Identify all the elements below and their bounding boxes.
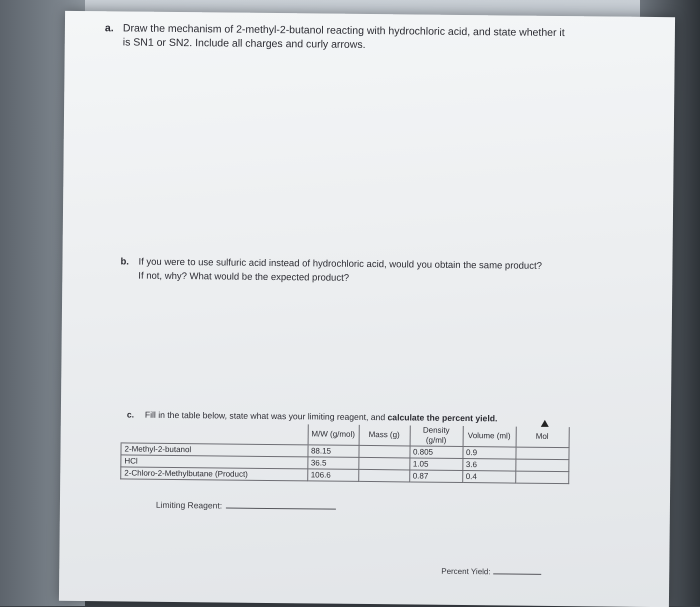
cell-mass[interactable] bbox=[358, 445, 409, 458]
percent-yield-blank[interactable] bbox=[494, 573, 542, 575]
cell-density: 1.05 bbox=[409, 458, 462, 471]
cell-volume: 0.9 bbox=[462, 447, 515, 460]
question-a-marker: a. bbox=[104, 22, 114, 35]
limiting-reagent-field[interactable] bbox=[156, 500, 336, 512]
cell-volume: 3.6 bbox=[462, 459, 515, 472]
limiting-reagent-blank[interactable] bbox=[226, 508, 336, 510]
percent-yield-label: Percent Yield: bbox=[441, 566, 491, 577]
cell-density: 0.805 bbox=[409, 446, 462, 459]
cell-mol[interactable] bbox=[515, 447, 568, 460]
question-b bbox=[120, 255, 640, 288]
question-c-marker: c. bbox=[126, 409, 135, 420]
cell-mw: 36.5 bbox=[307, 457, 358, 470]
question-a-line1: Draw the mechanism of 2-methyl-2-butanol reacting with hydrochloric acid, and state whether it bbox=[122, 22, 565, 40]
cell-name: 2-Methyl-2-butanol bbox=[121, 443, 308, 457]
cell-density: 0.87 bbox=[409, 470, 462, 483]
header-mol: Mol bbox=[516, 427, 569, 448]
question-a bbox=[105, 21, 645, 55]
cell-mw: 106.6 bbox=[307, 469, 358, 482]
percent-yield-field[interactable] bbox=[441, 567, 541, 577]
cell-mol[interactable] bbox=[515, 471, 568, 484]
question-c-bold-text: calculate the percent yield. bbox=[387, 412, 498, 424]
header-density: Density (g/ml) bbox=[410, 425, 463, 446]
cell-mw: 88.15 bbox=[307, 445, 358, 458]
question-a-line2: is SN1 or SN2. Include all charges and curly arrows. bbox=[122, 36, 366, 51]
header-mw: M/W (g/mol) bbox=[308, 424, 359, 445]
header-mass: Mass (g) bbox=[359, 425, 410, 446]
limiting-reagent-label: Limiting Reagent: bbox=[155, 499, 223, 511]
cell-name: 2-Chloro-2-Methylbutane (Product) bbox=[121, 467, 308, 481]
reagent-table bbox=[120, 422, 569, 484]
question-b-line2: If not, why? What would be the expected product? bbox=[138, 270, 350, 284]
cell-name: HCl bbox=[121, 455, 308, 469]
cell-mass[interactable] bbox=[358, 457, 409, 470]
question-b-marker: b. bbox=[120, 256, 129, 268]
cell-mass[interactable] bbox=[358, 469, 409, 482]
question-c-text: Fill in the table below, state what was your limiting reagent, and bbox=[144, 409, 386, 423]
question-b-line1: If you were to use sulfuric acid instead of hydrochloric acid, would you obtain the same product? bbox=[138, 256, 542, 272]
worksheet-page bbox=[59, 11, 675, 607]
cell-volume: 0.4 bbox=[462, 471, 515, 484]
cell-mol[interactable] bbox=[515, 459, 568, 472]
header-blank bbox=[121, 422, 308, 444]
header-volume: Volume (ml) bbox=[463, 426, 516, 447]
